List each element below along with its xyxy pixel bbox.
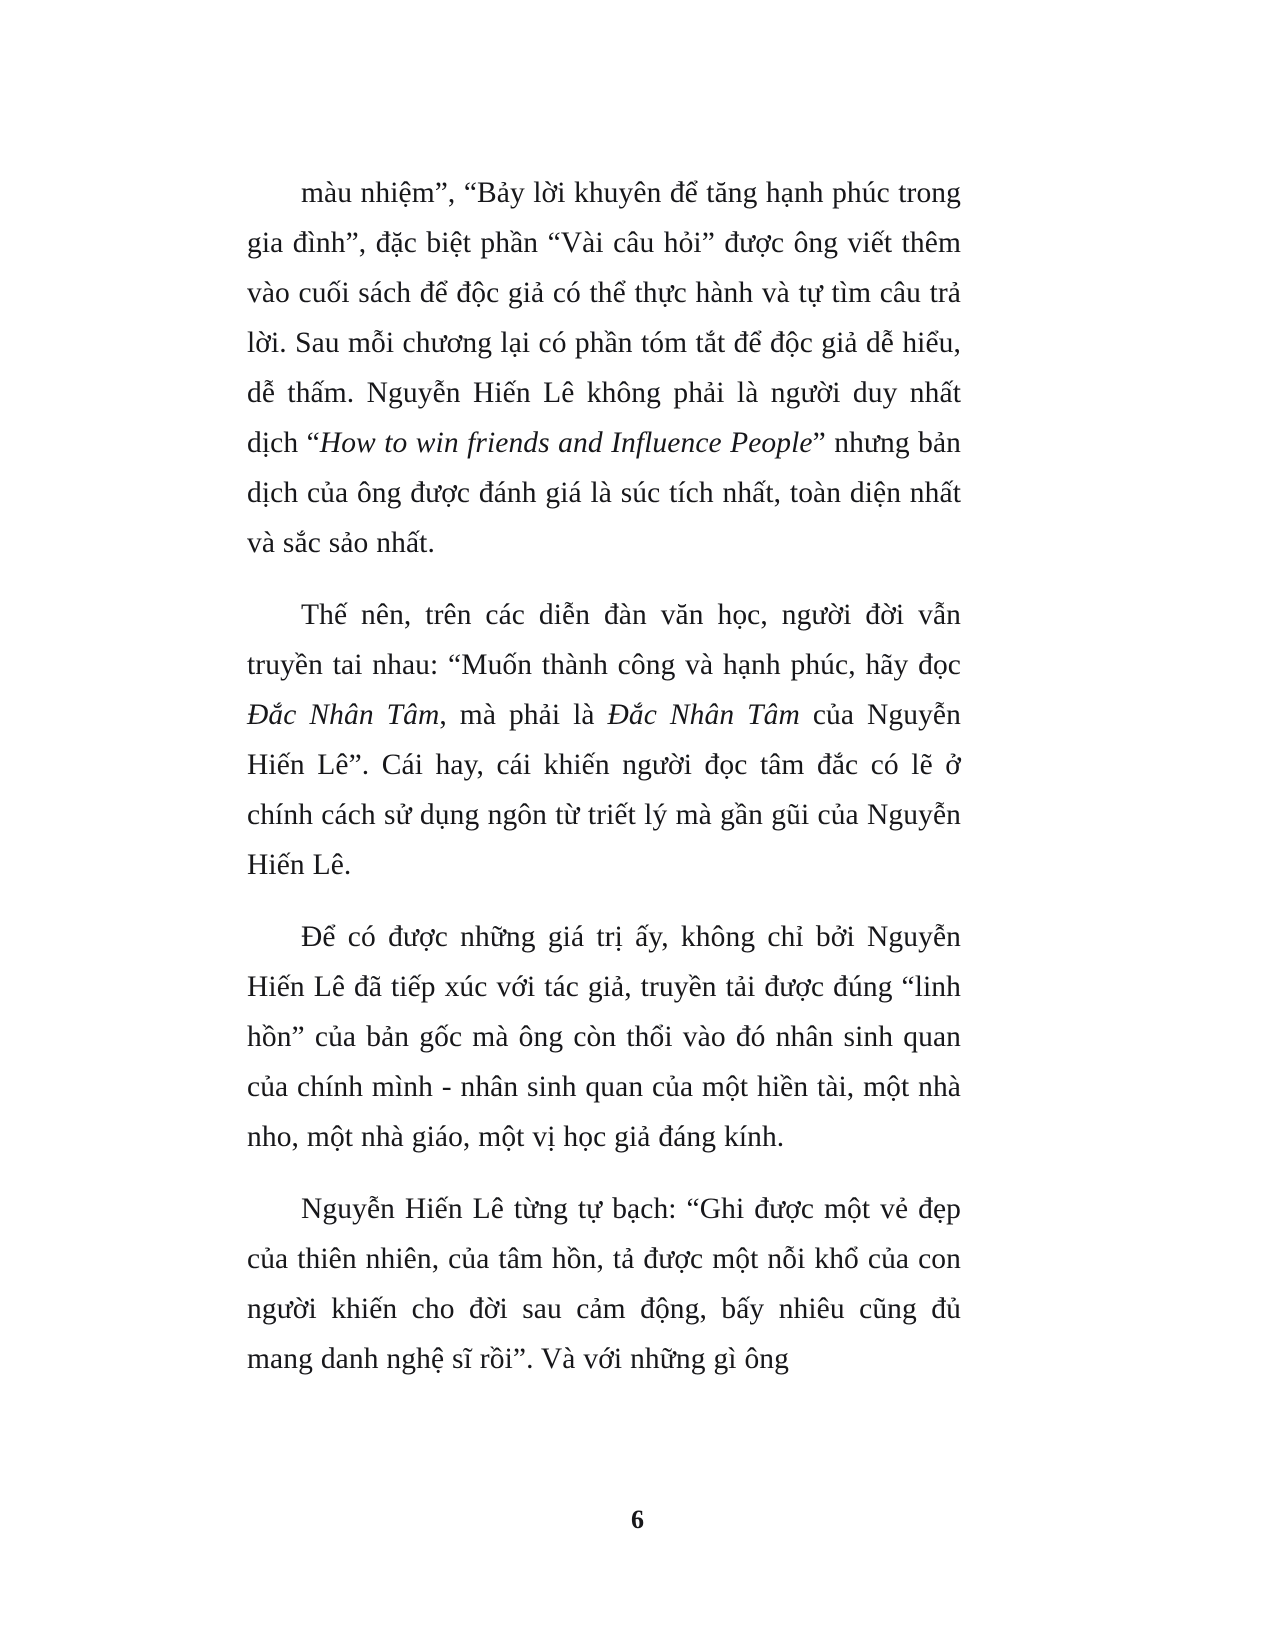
text-run: “ (306, 427, 320, 459)
italic-title-run: Đắc Nhân Tâm (607, 699, 800, 731)
body-paragraph-1 (247, 168, 961, 568)
body-paragraph-3 (247, 912, 961, 1162)
page-number: 6 (631, 1505, 644, 1534)
body-paragraph-4 (247, 1184, 961, 1384)
body-paragraph-2 (247, 590, 961, 890)
text-run: của Nguyễn Hiến Lê”. Cái hay, cái khiến người đọc tâm đắc có lẽ ở chính cách sử dụng ngôn từ triết lý mà gần gũi của Nguyễn Hiến Lê. (247, 699, 961, 881)
text-run: Thế nên, trên các diễn đàn văn học, người đời vẫn truyền tai nhau: “Muốn thành công và hạnh phúc, hãy đọc (247, 599, 961, 681)
text-run: ” nhưng bản dịch của ông được đánh giá là súc tích nhất, toàn diện nhất và sắc sảo nhất. (247, 427, 961, 559)
italic-title-run: Đắc Nhân Tâm (247, 699, 440, 731)
text-run: màu nhiệm”, “Bảy lời khuyên để tăng hạnh phúc trong gia đình”, đặc biệt phần “Vài câu hỏi” được ông viết thêm vào cuối sách để độc giả có thể thực hành và tự tìm câu trả lời. Sau mỗi chương lại có phần tóm tắt để độc giả dễ hiểu, dễ thấm. Nguyễn Hiến Lê không phải là người duy nhất dịch (247, 177, 961, 459)
italic-title-run: How to win friends and Influence People (319, 427, 813, 459)
page-text-block (247, 168, 961, 1384)
text-run: , mà phải là (439, 699, 608, 731)
text-run: Nguyễn Hiến Lê từng tự bạch: “Ghi được một vẻ đẹp của thiên nhiên, của tâm hồn, tả được một nỗi khổ của con người khiến cho đời sau cảm động, bấy nhiêu cũng đủ mang danh nghệ sĩ rồi”. Và với những gì ông (247, 1193, 961, 1375)
text-run: Để có được những giá trị ấy, không chỉ bởi Nguyễn Hiến Lê đã tiếp xúc với tác giả, truyền tải được đúng “linh hồn” của bản gốc mà ông còn thổi vào đó nhân sinh quan của chính mình - nhân sinh quan của một hiền tài, một nhà nho, một nhà giáo, một vị học giả đáng kính. (247, 921, 961, 1153)
